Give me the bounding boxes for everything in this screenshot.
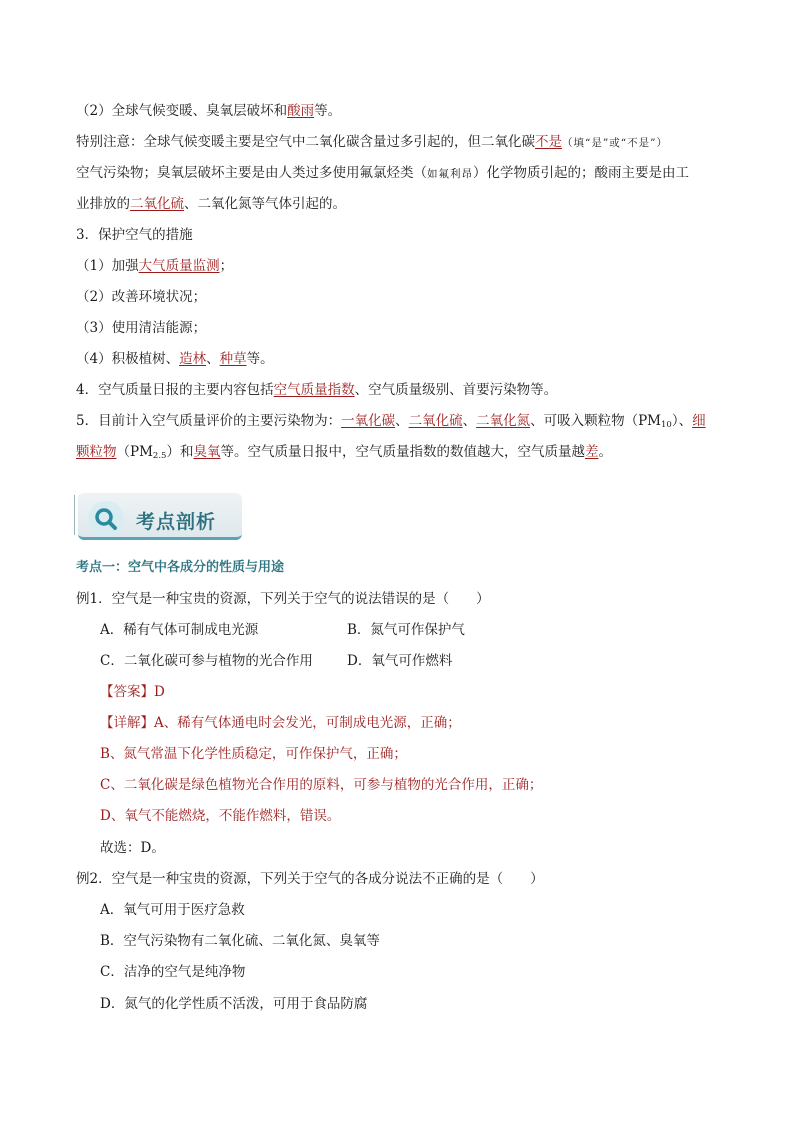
text: ； <box>219 258 234 274</box>
note-line-2 <box>76 163 689 184</box>
section-banner <box>74 489 246 541</box>
text: 、二氧化氮等气体引起的。 <box>184 196 346 212</box>
note-line-3 <box>76 194 346 214</box>
pollutants-item-line-1 <box>76 411 706 435</box>
example-1-option-c: C．二氧化碳可参与植物的光合作用 <box>100 653 313 669</box>
text: 等。空气质量日报中，空气质量指数的数值越大，空气质量越 <box>220 444 585 460</box>
example-2-option-a: A．氧气可用于医疗急救 <box>100 902 245 918</box>
text: 。 <box>598 444 612 460</box>
answer-blank: 颗粒物 <box>76 444 117 460</box>
text: （1）加强 <box>76 258 139 274</box>
answer-blank: 种草 <box>219 351 247 367</box>
example-2-option-b: B．空气污染物有二氧化硫、二氧化氮、臭氧等 <box>100 933 380 949</box>
text: ）化学物质引起的；酸雨主要是由工 <box>473 165 689 181</box>
answer-blank: 差 <box>584 444 599 460</box>
note-line-1 <box>76 132 668 153</box>
text: 、 <box>462 413 477 429</box>
answer-blank: 大气质量监测 <box>138 258 220 274</box>
text: 特别注意：全球气候变暖主要是空气中二氧化碳含量过多引起的，但二氧化碳 <box>76 134 535 150</box>
answer-value: D <box>154 684 165 700</box>
answer-blank: 一氧化碳 <box>341 413 396 429</box>
answer-blank: 二氧化硫 <box>130 196 184 212</box>
example-1-detail-a <box>100 713 461 733</box>
pollution-effects-line <box>76 101 341 121</box>
detail-text: A、稀有气体通电时会发光，可制成电光源，正确； <box>154 715 461 731</box>
air-quality-report-item <box>76 380 557 400</box>
answer-blank: 造林 <box>179 351 207 367</box>
example-hint: 如氟利昂 <box>427 168 473 180</box>
text: 等。 <box>246 351 274 367</box>
answer-blank: 不是 <box>535 134 562 150</box>
magnifier-icon <box>88 501 124 537</box>
text: 4．空气质量日报的主要内容包括 <box>76 382 274 398</box>
example-2-option-c: C．洁净的空气是纯净物 <box>100 964 246 980</box>
text: ）和 <box>166 444 194 460</box>
measure-4 <box>76 349 274 369</box>
banner-title: 考点剖析 <box>136 511 217 533</box>
example-2-option-d: D．氮气的化学性质不活泼，可用于食品防腐 <box>100 996 368 1012</box>
answer-label: 【答案】 <box>100 684 154 700</box>
answer-blank: 臭氧 <box>193 444 221 460</box>
measure-2: （2）改善环境状况； <box>76 289 207 305</box>
text: 等。 <box>314 103 342 119</box>
measure-1 <box>76 256 233 276</box>
answer-blank: 酸雨 <box>287 103 315 119</box>
example-1-detail-c: C、二氧化碳是绿色植物光合作用的原料，可参与植物的光合作用，正确； <box>100 777 543 793</box>
detail-label: 【详解】 <box>100 715 154 731</box>
measure-3: （3）使用清洁能源； <box>76 320 207 336</box>
example-1-option-b: B．氮气可作保护气 <box>347 622 465 638</box>
example-1-choose: 故选：D。 <box>100 840 165 856</box>
text: 5．目前计入空气质量评价的主要污染物为： <box>76 413 342 429</box>
answer-blank: 二氧化硫 <box>408 413 463 429</box>
example-2-stem: 例2．空气是一种宝贵的资源，下列关于空气的各成分说法不正确的是（ ） <box>76 871 544 887</box>
pollutants-item-line-2 <box>76 442 612 466</box>
text: 空气污染物；臭氧层破坏主要是由人类过多使用氟氯烃类（ <box>76 165 427 181</box>
example-1-option-a: A．稀有气体可制成电光源 <box>100 622 259 638</box>
section-title: 考点一：空气中各成分的性质与用途 <box>76 560 285 575</box>
example-1-answer <box>100 682 165 702</box>
text: 、 <box>395 413 409 429</box>
example-1-option-d: D．氧气可作燃料 <box>347 653 453 669</box>
fill-hint: （填“是”或“不是”） <box>562 137 668 149</box>
text: ）、 <box>671 413 693 429</box>
subscript: 10 <box>661 420 672 430</box>
text: （2）全球气候变暖、臭氧层破坏和 <box>76 103 288 119</box>
example-1-detail-b: B、氮气常温下化学性质稳定，可作保护气，正确； <box>100 746 407 762</box>
text: 、空气质量级别、首要污染物等。 <box>354 382 558 398</box>
answer-blank: 细 <box>692 413 706 429</box>
measures-heading: 3．保护空气的措施 <box>76 227 193 243</box>
text: 、可吸入颗粒物（PM <box>530 413 661 429</box>
answer-blank: 空气质量指数 <box>273 382 355 398</box>
banner-box <box>78 493 242 540</box>
text: 业排放的 <box>76 196 130 212</box>
text: 、 <box>206 351 220 367</box>
subscript: 2.5 <box>152 451 167 461</box>
example-1-stem: 例1．空气是一种宝贵的资源，下列关于空气的说法错误的是（ ） <box>76 591 490 607</box>
text: （PM <box>116 444 153 460</box>
answer-blank: 二氧化氮 <box>476 413 531 429</box>
example-1-detail-d: D、氧气不能燃烧，不能作燃料，错误。 <box>100 808 341 824</box>
text: （4）积极植树、 <box>76 351 180 367</box>
